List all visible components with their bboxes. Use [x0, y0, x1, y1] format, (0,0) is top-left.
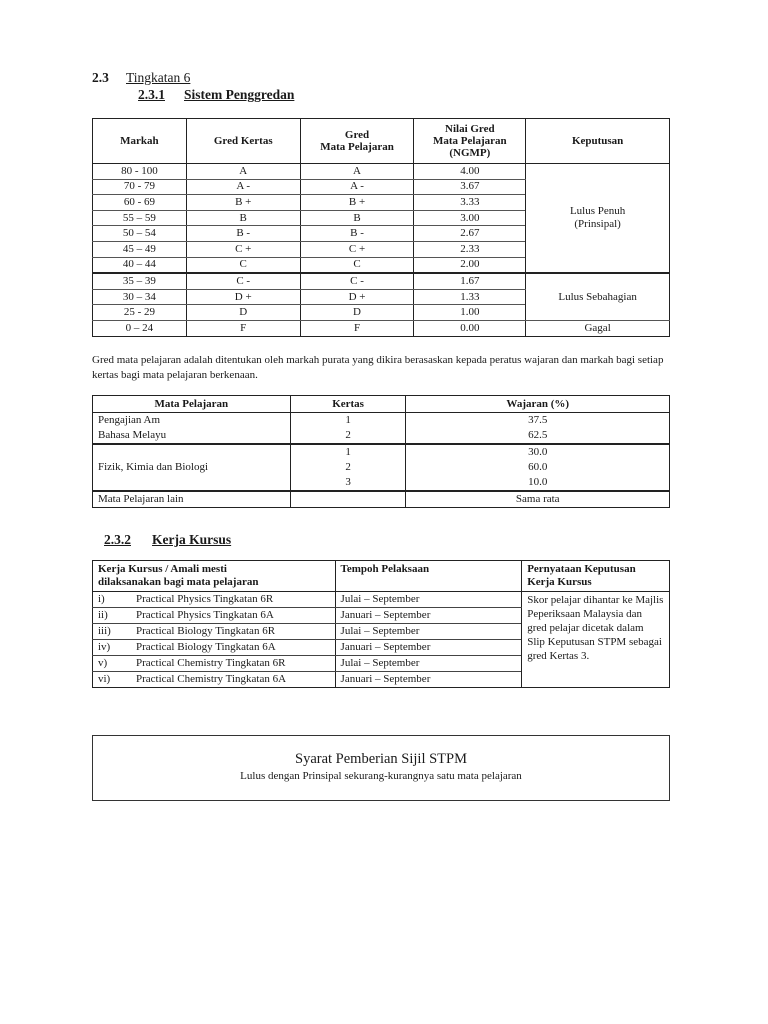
result-statement-cell: Skor pelajar dihantar ke Majlis Peperiksaan Malaysia dan gred pelajar dicetak dalam Slip Keputusan STPM sebagai gred Kertas 3.	[522, 592, 670, 688]
weighting-table	[92, 395, 670, 508]
col-header-mata-pelajaran: Mata Pelajaran	[93, 396, 291, 413]
paper-grade-cell: A -	[186, 179, 300, 195]
period-cell: Januari – September	[335, 640, 522, 656]
subsection-heading-grading	[138, 87, 294, 103]
col-header-gred-kertas: Gred Kertas	[186, 119, 300, 164]
section-title: Tingkatan 6	[126, 70, 191, 85]
subsection-heading-coursework	[104, 532, 231, 548]
coursework-table	[92, 560, 670, 688]
subject-grade-cell: C -	[300, 273, 414, 289]
subject-grade-cell: D	[300, 305, 414, 321]
coursework-name: Practical Physics Tingkatan 6R	[136, 593, 274, 605]
col-header-gred-mata-pelajaran: Gred Mata Pelajaran	[300, 119, 414, 164]
paper-grade-cell: D	[186, 305, 300, 321]
mark-range-cell: 0 – 24	[93, 320, 187, 336]
grade-value-cell: 3.67	[414, 179, 526, 195]
table-row	[93, 164, 670, 180]
weight-cell: 10.0	[406, 475, 670, 491]
mark-range-cell: 35 – 39	[93, 273, 187, 289]
subject-grade-cell: A	[300, 164, 414, 180]
col-header-kertas: Kertas	[290, 396, 406, 413]
item-numeral: ii)	[98, 609, 108, 621]
mark-range-cell: 45 – 49	[93, 241, 187, 257]
subject-cell: Mata Pelajaran lain	[93, 491, 291, 508]
weighting-table-header	[93, 396, 670, 413]
grading-table	[92, 118, 670, 337]
item-numeral: iii)	[98, 625, 111, 637]
section-heading	[92, 70, 190, 86]
item-numeral: iv)	[98, 641, 111, 653]
grade-value-cell: 3.33	[414, 195, 526, 211]
subject-grade-cell: D +	[300, 289, 414, 305]
table-row	[93, 428, 670, 444]
weight-cell: 37.5	[406, 413, 670, 429]
subject-grade-cell: B +	[300, 195, 414, 211]
col-header-kerja-kursus: Kerja Kursus / Amali mesti dilaksanakan bagi mata pelajaran	[93, 561, 336, 592]
grade-value-cell: 2.00	[414, 257, 526, 273]
paper-grade-cell: C +	[186, 241, 300, 257]
subject-cell: Fizik, Kimia dan Biologi	[93, 444, 291, 491]
col-header-pernyataan: Pernyataan Keputusan Kerja Kursus	[522, 561, 670, 592]
grading-explanation: Gred mata pelajaran adalah ditentukan oleh markah purata yang dikira berasaskan kepada peratus wajaran dan markah bagi setiap kertas bagi mata pelajaran berkenaan.	[92, 354, 664, 381]
paper-grade-cell: C -	[186, 273, 300, 289]
weight-cell: 60.0	[406, 460, 670, 475]
table-row	[93, 491, 670, 508]
paper-grade-cell: B -	[186, 226, 300, 242]
mark-range-cell: 55 – 59	[93, 210, 187, 226]
paper-cell: 2	[290, 460, 406, 475]
coursework-name: Practical Chemistry Tingkatan 6R	[136, 657, 286, 669]
col-header-tempoh: Tempoh Pelaksaan	[335, 561, 522, 592]
col-header-markah: Markah	[93, 119, 187, 164]
col-header-wajaran: Wajaran (%)	[406, 396, 670, 413]
period-cell: Julai – September	[335, 624, 522, 640]
paper-grade-cell: D +	[186, 289, 300, 305]
subject-cell: Bahasa Melayu	[93, 428, 291, 444]
coursework-table-header	[93, 561, 670, 592]
paper-cell: 3	[290, 475, 406, 491]
mark-range-cell: 50 – 54	[93, 226, 187, 242]
item-numeral: vi)	[98, 673, 111, 685]
mark-range-cell: 80 - 100	[93, 164, 187, 180]
coursework-name-cell	[93, 624, 336, 640]
coursework-name: Practical Biology Tingkatan 6A	[136, 641, 276, 653]
subsection-number: 2.3.1	[138, 87, 165, 102]
period-cell: Januari – September	[335, 608, 522, 624]
coursework-name-cell	[93, 640, 336, 656]
coursework-name-cell	[93, 672, 336, 688]
coursework-name-cell	[93, 656, 336, 672]
coursework-name-cell	[93, 592, 336, 608]
grade-value-cell: 1.00	[414, 305, 526, 321]
subject-cell: Pengajian Am	[93, 413, 291, 429]
table-row	[93, 444, 670, 460]
outcome-cell-pass-full: Lulus Penuh (Prinsipal)	[526, 164, 670, 274]
period-cell: Julai – September	[335, 592, 522, 608]
col-header-ngmp: Nilai Gred Mata Pelajaran (NGMP)	[414, 119, 526, 164]
paper-grade-cell: F	[186, 320, 300, 336]
paper-grade-cell: B +	[186, 195, 300, 211]
subsection-title: Kerja Kursus	[152, 532, 232, 547]
coursework-name: Practical Chemistry Tingkatan 6A	[136, 673, 287, 685]
coursework-name-cell	[93, 608, 336, 624]
item-numeral: v)	[98, 657, 108, 669]
subject-grade-cell: B	[300, 210, 414, 226]
grade-value-cell: 2.67	[414, 226, 526, 242]
weight-cell: Sama rata	[406, 491, 670, 508]
grade-value-cell: 0.00	[414, 320, 526, 336]
grade-value-cell: 1.33	[414, 289, 526, 305]
subsection-number: 2.3.2	[104, 532, 131, 547]
subject-grade-cell: F	[300, 320, 414, 336]
mark-range-cell: 60 - 69	[93, 195, 187, 211]
period-cell: Januari – September	[335, 672, 522, 688]
period-cell: Julai – September	[335, 656, 522, 672]
section-number: 2.3	[92, 70, 109, 85]
paper-grade-cell: B	[186, 210, 300, 226]
subject-grade-cell: C +	[300, 241, 414, 257]
subject-grade-cell: C	[300, 257, 414, 273]
grading-table-header	[93, 119, 670, 164]
subject-grade-cell: A -	[300, 179, 414, 195]
mark-range-cell: 30 – 34	[93, 289, 187, 305]
col-header-keputusan: Keputusan	[526, 119, 670, 164]
stpm-box-subtitle: Lulus dengan Prinsipal sekurang-kurangnya satu mata pelajaran	[240, 770, 522, 782]
grade-value-cell: 1.67	[414, 273, 526, 289]
paper-grade-cell: A	[186, 164, 300, 180]
paper-cell: 1	[290, 413, 406, 429]
paper-cell	[290, 491, 406, 508]
table-row	[93, 413, 670, 429]
mark-range-cell: 40 – 44	[93, 257, 187, 273]
coursework-name: Practical Biology Tingkatan 6R	[136, 625, 276, 637]
stpm-certificate-box	[92, 735, 670, 801]
stpm-box-title: Syarat Pemberian Sijil STPM	[295, 751, 467, 767]
item-numeral: i)	[98, 593, 105, 605]
paper-cell: 1	[290, 444, 406, 460]
coursework-name: Practical Physics Tingkatan 6A	[136, 609, 274, 621]
subject-grade-cell: B -	[300, 226, 414, 242]
table-row	[93, 273, 670, 289]
mark-range-cell: 25 - 29	[93, 305, 187, 321]
mark-range-cell: 70 - 79	[93, 179, 187, 195]
outcome-cell-pass-partial: Lulus Sebahagian	[526, 273, 670, 320]
grade-value-cell: 4.00	[414, 164, 526, 180]
weight-cell: 30.0	[406, 444, 670, 460]
paper-grade-cell: C	[186, 257, 300, 273]
table-row	[93, 592, 670, 608]
grade-value-cell: 3.00	[414, 210, 526, 226]
grade-value-cell: 2.33	[414, 241, 526, 257]
outcome-cell-fail: Gagal	[526, 320, 670, 336]
subsection-title: Sistem Penggredan	[184, 87, 295, 102]
table-row	[93, 320, 670, 336]
weight-cell: 62.5	[406, 428, 670, 444]
paper-cell: 2	[290, 428, 406, 444]
